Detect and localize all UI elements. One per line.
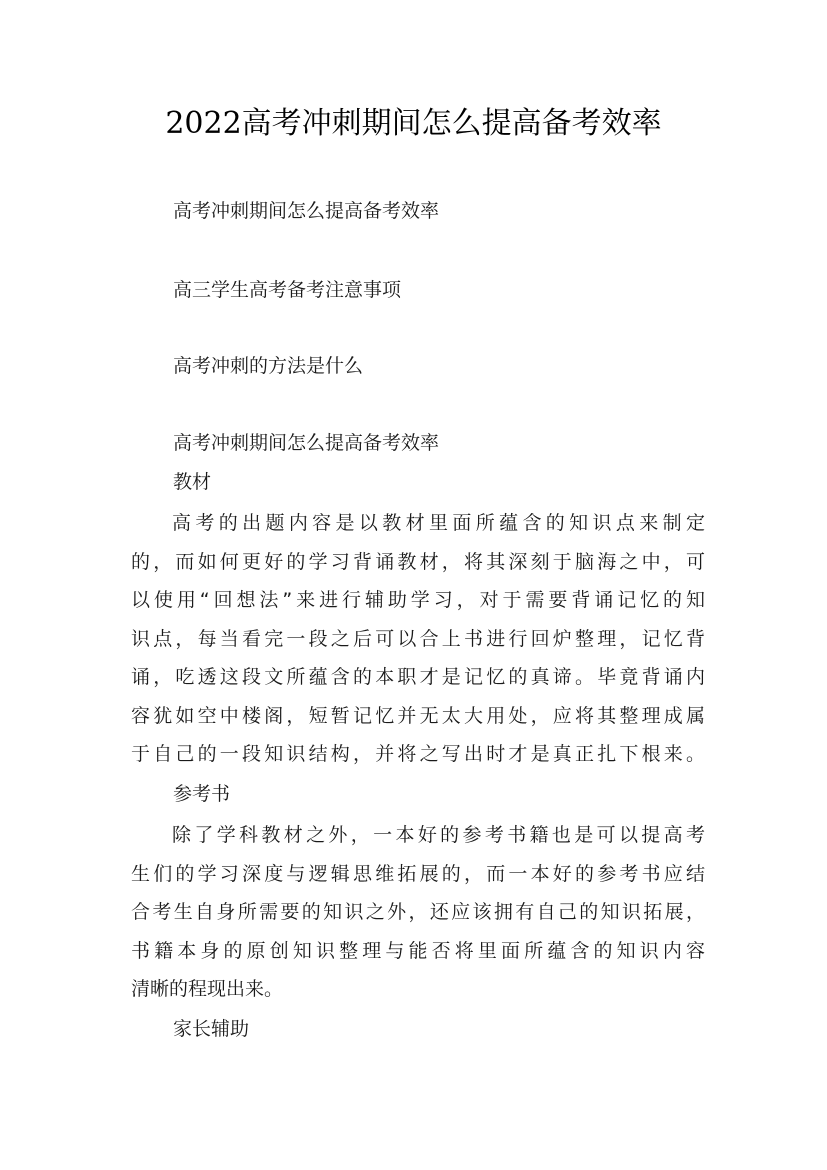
paragraph-line: 合考生自身所需要的知识之外，还应该拥有自己的知识拓展， xyxy=(131,901,705,923)
paragraph-line: 除了学科教材之外，一本好的参考书籍也是可以提高考 xyxy=(172,824,705,846)
paragraph-line: 的，而如何更好的学习背诵教材，将其深刻于脑海之中，可 xyxy=(131,550,705,573)
toc-item: 高考冲刺期间怎么提高备考效率 xyxy=(173,200,440,222)
paragraph-line: 诵，吃透这段文所蕴含的本职才是记忆的真谛。毕竟背诵内 xyxy=(131,666,705,688)
paragraph-textbook xyxy=(131,504,705,774)
paragraph-line: 清晰的程现出来。 xyxy=(131,978,284,1000)
paragraph-line: 于自己的一段知识结构，并将之写出时才是真正扎下根来。 xyxy=(131,743,705,765)
toc-item: 高三学生高考备考注意事项 xyxy=(173,279,402,301)
subsection-heading: 教材 xyxy=(173,471,212,493)
subsection-heading: 家长辅助 xyxy=(173,1018,250,1040)
section-title: 高考冲刺期间怎么提高备考效率 xyxy=(173,432,440,454)
toc-item: 高考冲刺的方法是什么 xyxy=(173,355,364,377)
subsection-heading: 参考书 xyxy=(173,783,231,805)
paragraph-line: 容犹如空中楼阁，短暂记忆并无太大用处，应将其整理成属 xyxy=(131,704,705,727)
paragraph-line: 识点，每当看完一段之后可以合上书进行回炉整理，记忆背 xyxy=(131,627,705,650)
paragraph-reference-books xyxy=(131,816,705,1009)
paragraph-line: 以使用“回想法”来进行辅助学习，对于需要背诵记忆的知 xyxy=(131,589,705,611)
document-title: 2022高考冲刺期间怎么提高备考效率 xyxy=(165,106,662,141)
paragraph-line: 书籍本身的原创知识整理与能否将里面所蕴含的知识内容 xyxy=(131,939,705,962)
paragraph-line: 高考的出题内容是以教材里面所蕴含的知识点来制定 xyxy=(172,512,705,534)
paragraph-line: 生们的学习深度与逻辑思维拓展的，而一本好的参考书应结 xyxy=(131,862,705,885)
